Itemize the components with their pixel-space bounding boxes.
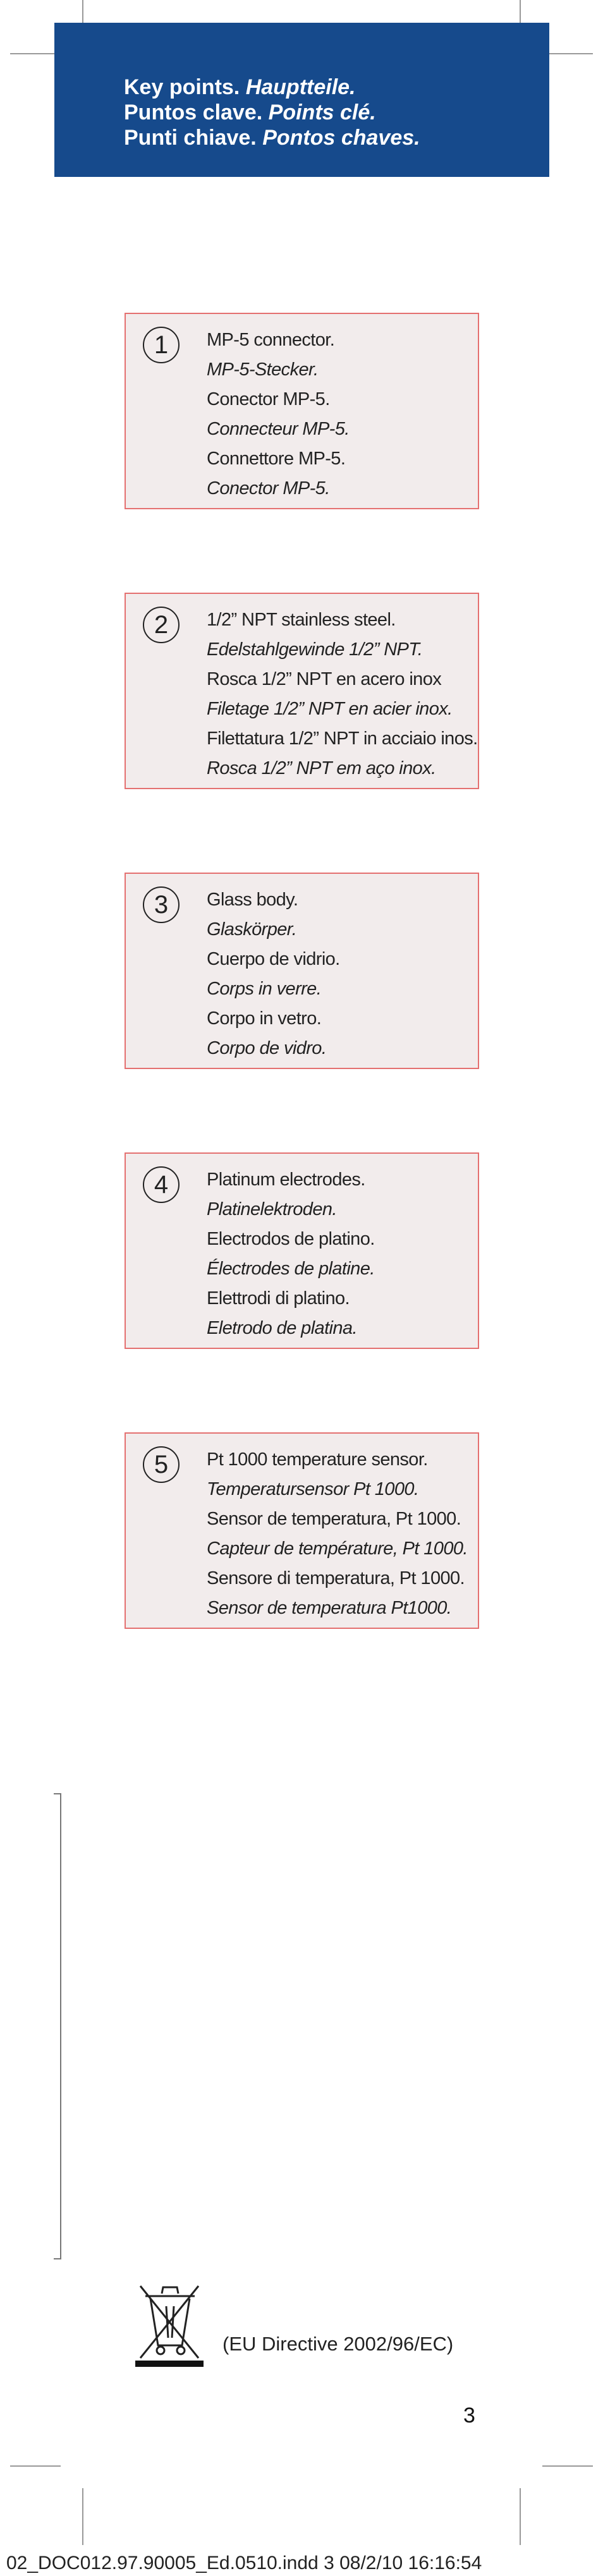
- line-es: Rosca 1/2” NPT en acero inox: [207, 669, 442, 689]
- banner-de: Hauptteile.: [245, 75, 356, 99]
- line-fr: Filetage 1/2” NPT en acier inox.: [207, 699, 453, 719]
- banner-heading: [124, 75, 420, 150]
- line-de: Glaskörper.: [207, 919, 297, 940]
- banner-line: [124, 125, 420, 150]
- line-es: Electrodos de platino.: [207, 1229, 375, 1249]
- crop-mark: [542, 2465, 593, 2467]
- banner-es: Puntos clave.: [124, 100, 263, 124]
- line-de: Platinelektroden.: [207, 1199, 337, 1219]
- key-point-text: [207, 885, 475, 1063]
- number-circle: 3: [143, 886, 180, 923]
- number-circle: 5: [143, 1446, 180, 1483]
- line-de: Temperatursensor Pt 1000.: [207, 1479, 419, 1499]
- crossed-out-wheelie-bin-icon: [131, 2275, 207, 2369]
- crop-mark: [10, 2465, 61, 2467]
- line-fr: Corps in verre.: [207, 979, 322, 999]
- line-fr: Capteur de température, Pt 1000.: [207, 1539, 468, 1559]
- line-de: Edelstahlgewinde 1/2” NPT.: [207, 639, 423, 660]
- line-en: Platinum electrodes.: [207, 1170, 365, 1190]
- page-number: 3: [463, 2404, 475, 2428]
- line-es: Cuerpo de vidrio.: [207, 949, 340, 969]
- key-point-card-4: [125, 1152, 479, 1349]
- number-circle: 2: [143, 607, 180, 643]
- line-it: Connettore MP-5.: [207, 449, 346, 469]
- crop-mark: [542, 53, 593, 54]
- line-it: Elettrodi di platino.: [207, 1288, 350, 1309]
- crop-mark: [520, 2488, 521, 2545]
- line-fr: Connecteur MP-5.: [207, 419, 350, 439]
- weee-directive-text: (EU Directive 2002/96/EC): [222, 2333, 454, 2355]
- banner-pt: Pontos chaves.: [262, 126, 420, 150]
- crop-mark: [82, 2488, 83, 2545]
- key-point-card-3: [125, 873, 479, 1069]
- line-pt: Conector MP-5.: [207, 478, 330, 499]
- banner-fr: Points clé.: [268, 100, 376, 124]
- line-en: 1/2” NPT stainless steel.: [207, 610, 396, 630]
- line-de: MP-5-Stecker.: [207, 360, 319, 380]
- key-point-text: [207, 605, 478, 783]
- line-pt: Eletrodo de platina.: [207, 1318, 357, 1338]
- line-it: Sensore di temperatura, Pt 1000.: [207, 1568, 465, 1588]
- crop-mark: [82, 0, 83, 25]
- number-circle: 1: [143, 327, 180, 363]
- line-pt: Sensor de temperatura Pt1000.: [207, 1598, 452, 1618]
- banner-line: [124, 75, 420, 100]
- line-es: Sensor de temperatura, Pt 1000.: [207, 1509, 461, 1529]
- line-en: Pt 1000 temperature sensor.: [207, 1449, 428, 1470]
- key-point-card-2: [125, 593, 479, 789]
- key-points-banner: [54, 23, 549, 177]
- key-point-text: [207, 325, 475, 504]
- banner-en: Key points.: [124, 75, 240, 99]
- key-point-text: [207, 1445, 475, 1623]
- line-en: Glass body.: [207, 890, 298, 910]
- line-es: Conector MP-5.: [207, 389, 330, 409]
- line-it: Corpo in vetro.: [207, 1008, 322, 1029]
- print-slug: 02_DOC012.97.90005_Ed.0510.indd 3 08/2/10 16:16:54: [6, 2553, 482, 2573]
- number-circle: 4: [143, 1166, 180, 1203]
- line-it: Filettatura 1/2” NPT in acciaio inos.: [207, 729, 478, 749]
- banner-line: [124, 100, 420, 125]
- key-point-card-5: [125, 1432, 479, 1629]
- crop-mark: [10, 53, 61, 54]
- line-fr: Électrodes de platine.: [207, 1259, 375, 1279]
- line-pt: Corpo de vidro.: [207, 1038, 327, 1058]
- key-point-card-1: [125, 313, 479, 509]
- key-point-text: [207, 1165, 475, 1343]
- crop-mark: [520, 0, 521, 25]
- banner-it: Punti chiave.: [124, 126, 257, 150]
- line-en: MP-5 connector.: [207, 330, 335, 350]
- margin-bracket: [54, 1793, 61, 2259]
- line-pt: Rosca 1/2” NPT em aço inox.: [207, 758, 436, 778]
